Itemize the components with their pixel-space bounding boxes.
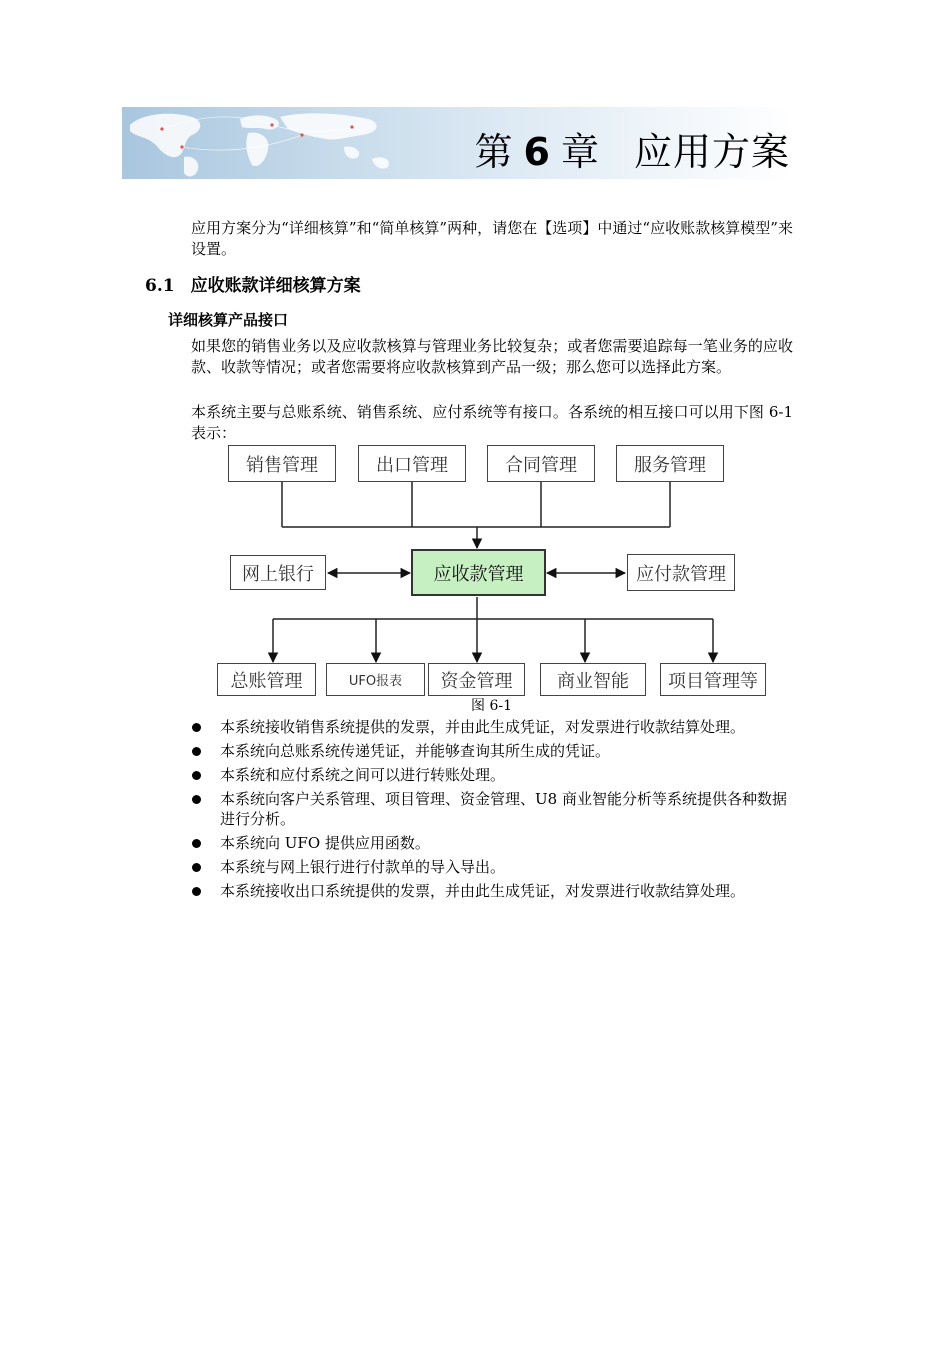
node-ufo-report: UFO报表 (326, 663, 425, 696)
bullet-icon (192, 887, 201, 896)
bullet-icon (192, 839, 201, 848)
chapter-name: 应用方案 (633, 130, 790, 174)
list-item-text: 本系统与网上银行进行付款单的导入导出。 (220, 858, 506, 876)
feature-list (190, 717, 800, 905)
list-item-text: 本系统接收出口系统提供的发票，并由此生成凭证，对发票进行收款结算处理。 (220, 882, 746, 900)
node-project: 项目管理等 (660, 663, 766, 696)
node-contract: 合同管理 (487, 445, 595, 482)
chapter-suffix: 章 (560, 130, 600, 174)
bullet-icon (192, 723, 201, 732)
node-receivables: 应收款管理 (411, 549, 546, 596)
bullet-icon (192, 863, 201, 872)
list-item-text: 本系统接收销售系统提供的发票，并由此生成凭证，对发票进行收款结算处理。 (220, 718, 746, 736)
list-item-text: 本系统和应付系统之间可以进行转账处理。 (220, 766, 506, 784)
list-item-text: 本系统向客户关系管理、项目管理、资金管理、U8 商业智能分析等系统提供各种数据进行分析。 (220, 790, 787, 828)
node-general-ledger: 总账管理 (217, 663, 316, 696)
node-online-bank: 网上银行 (230, 555, 326, 590)
bullet-icon (192, 771, 201, 780)
node-business-intelligence: 商业智能 (540, 663, 646, 696)
list-item-text: 本系统向 UFO 提供应用函数。 (220, 834, 430, 852)
node-payables: 应付款管理 (627, 554, 735, 591)
bullet-icon (192, 795, 201, 804)
list-item (190, 765, 800, 785)
chapter-number: 6 (523, 130, 551, 174)
list-item (190, 789, 800, 829)
chapter-prefix: 第 (474, 130, 514, 174)
list-item (190, 857, 800, 877)
body-paragraph-1: 如果您的销售业务以及应收款核算与管理业务比较复杂；或者您需要追踪每一笔业务的应收款、收款等情况；或者您需要将应收款核算到产品一级；那么您可以选择此方案。 (191, 337, 793, 376)
list-item-text: 本系统向总账系统传递凭证，并能够查询其所生成的凭证。 (220, 742, 611, 760)
intro-paragraph: 应用方案分为“详细核算”和“简单核算”两种，请您在【选项】中通过“应收账款核算模型”来设置。 (191, 219, 793, 258)
subsection-heading: 详细核算产品接口 (168, 311, 289, 329)
section-title: 应收账款详细核算方案 (190, 276, 361, 296)
node-service: 服务管理 (616, 445, 724, 482)
list-item (190, 717, 800, 737)
node-export: 出口管理 (358, 445, 466, 482)
list-item (190, 881, 800, 901)
section-number: 6.1 (145, 276, 175, 296)
list-item (190, 741, 800, 761)
bullet-icon (192, 747, 201, 756)
node-funds: 资金管理 (428, 663, 525, 696)
body-paragraph-2: 本系统主要与总账系统、销售系统、应付系统等有接口。各系统的相互接口可以用下图 6-1 表示： (191, 403, 793, 442)
list-item (190, 833, 800, 853)
figure-caption: 图 6-1 (471, 698, 512, 714)
node-sales: 销售管理 (228, 445, 336, 482)
